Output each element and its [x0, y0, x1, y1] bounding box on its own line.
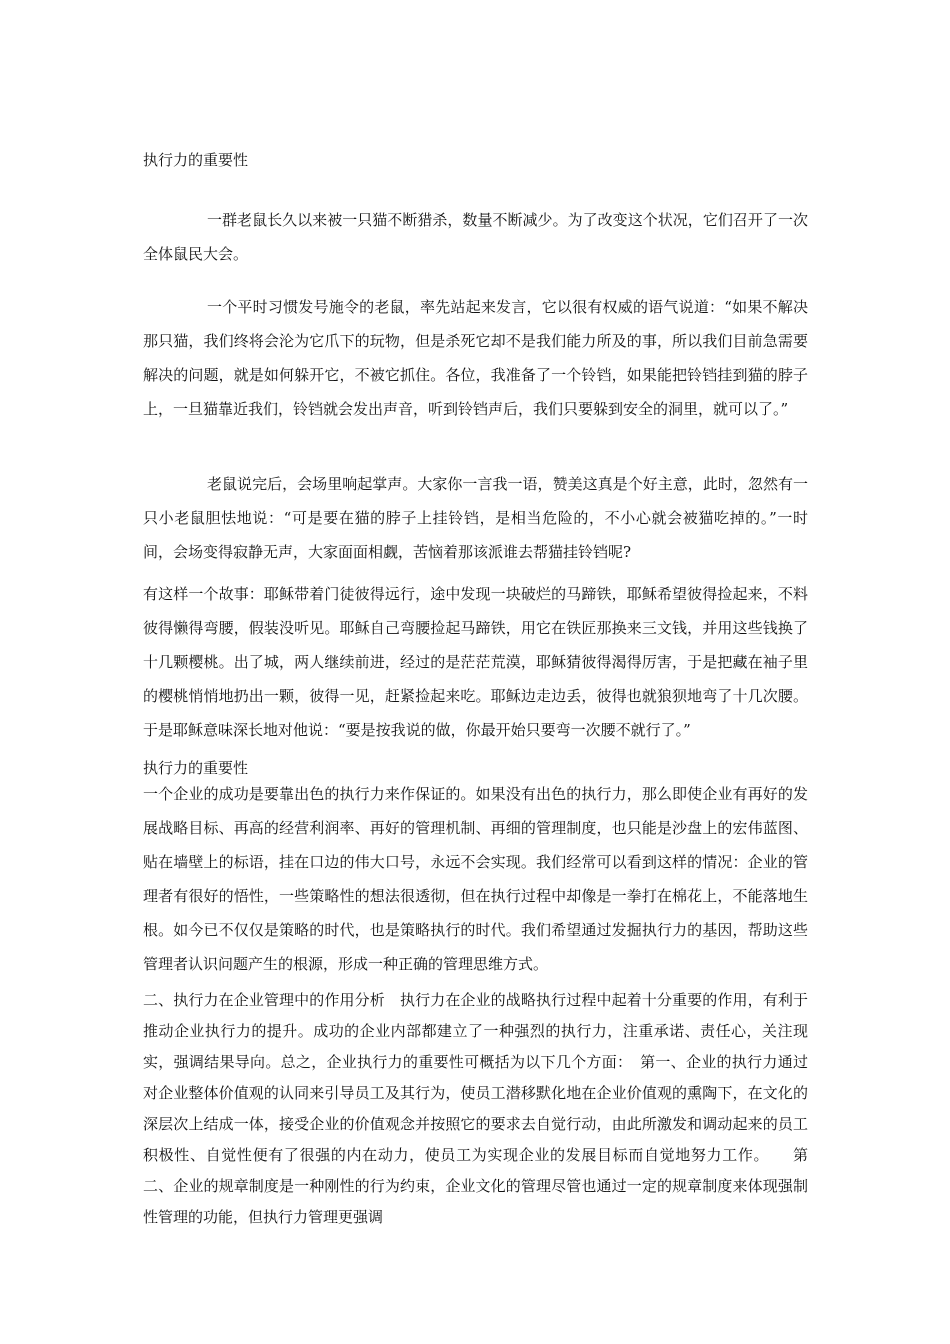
- section-subtitle: 执行力的重要性: [143, 759, 249, 777]
- paragraph-execution-analysis: 二、执行力在企业管理中的作用分析 执行力在企业的战略执行过程中起着十分重要的作用，有利于推动企业执行力的提升。成功的企业内部都建立了一种强烈的执行力，注重承诺、责任心，关注现实，强调结果导向。总之，企业执行力的重要性可概括为以下几个方面： 第一、企业的执行力通过对企业整体价值观的认同来引导员工及其行为，使员工潜移默化地在企业价值观的熏陶下，在文化的深层次上结成一体，接受企业的价值观念并按照它的要求去自觉行动，由此所激发和调动起来的员工积极性、自觉性便有了很强的内在动力，使员工为实现企业的发展目标而自觉地努力工作。 第二、企业的规章制度是一种刚性的行为约束，企业文化的管理尽管也通过一定的规章制度来体现强制性管理的功能，但执行力管理更强调: [143, 991, 808, 1226]
- paragraph-little-mouse: 老鼠说完后，会场里响起掌声。大家你一言我一语，赞美这真是个好主意，此时，忽然有一只小老鼠胆怯地说：“可是要在猫的脖子上挂铃铛，是相当危险的，不小心就会被猫吃掉的。”一时间，会场变得寂静无声，大家面面相觑，苦恼着那该派谁去帮猫挂铃铛呢?: [143, 475, 808, 561]
- paragraph-jesus-story: 有这样一个故事：耶稣带着门徒彼得远行，途中发现一块破烂的马蹄铁，耶稣希望彼得捡起来，不料彼得懒得弯腰，假装没听见。耶稣自己弯腰捡起马蹄铁，用它在铁匠那换来三文钱，并用这些钱换了十几颗樱桃。出了城，两人继续前进，经过的是茫茫荒漠，耶稣猜彼得渴得厉害，于是把藏在袖子里的樱桃悄悄地扔出一颗，彼得一见，赶紧捡起来吃。耶稣边走边丢，彼得也就狼狈地弯了十几次腰。于是耶稣意味深长地对他说：“要是按我说的做，你最开始只要弯一次腰不就行了。”: [143, 585, 808, 739]
- document-title: 执行力的重要性: [143, 151, 249, 169]
- paragraph-bell-proposal: 一个平时习惯发号施令的老鼠，率先站起来发言，它以很有权威的语气说道：“如果不解决那只猫，我们终将会沦为它爪下的玩物，但是杀死它却不是我们能力所及的事，所以我们目前急需要解决的问题，就是如何躲开它，不被它抓住。各位，我准备了一个铃铛，如果能把铃铛挂到猫的脖子上，一旦猫靠近我们，铃铛就会发出声音，听到铃铛声后，我们只要躲到安全的洞里，就可以了。”: [143, 298, 808, 418]
- paragraph-meeting: 一群老鼠长久以来被一只猫不断猎杀，数量不断减少。为了改变这个状况，它们召开了一次全体鼠民大会。: [143, 211, 808, 263]
- paragraph-enterprise-success: 一个企业的成功是要靠出色的执行力来作保证的。如果没有出色的执行力，那么即使企业有再好的发展战略目标、再高的经营利润率、再好的管理机制、再细的管理制度，也只能是沙盘上的宏伟蓝图、贴在墙壁上的标语，挂在口边的伟大口号，永远不会实现。我们经常可以看到这样的情况：企业的管理者有很好的悟性，一些策略性的想法很透彻，但在执行过程中却像是一拳打在棉花上，不能落地生根。如今已不仅仅是策略的时代，也是策略执行的时代。我们希望通过发掘执行力的基因，帮助这些管理者认识问题产生的根源，形成一种正确的管理思维方式。: [143, 785, 808, 973]
